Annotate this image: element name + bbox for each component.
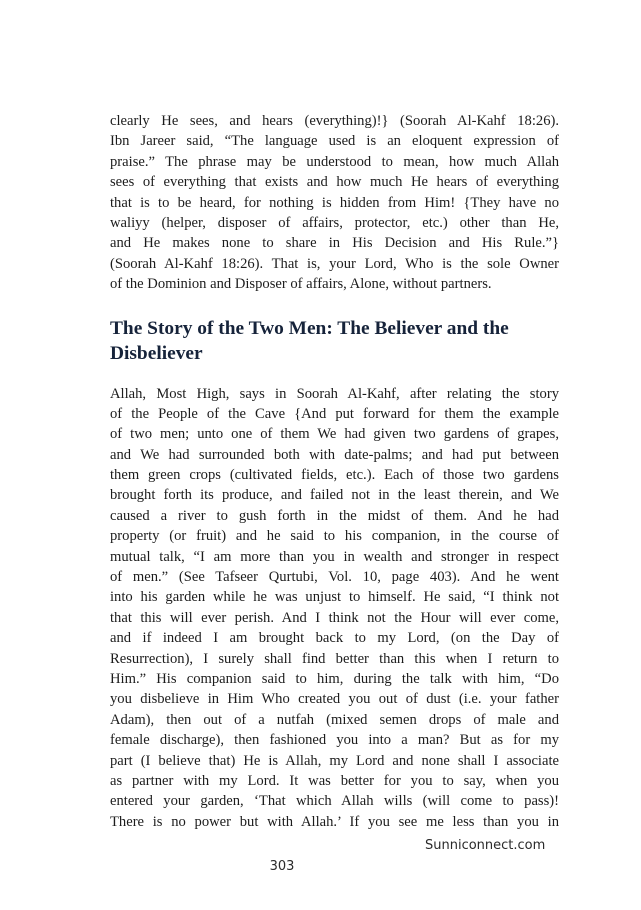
paragraph-2-line: of men.” (See Tafseer Qurtubi, Vol. 10, page 403). And he went [110, 569, 559, 586]
paragraph-2-line: Resurrection), I surely shall find better than this when I return to [110, 650, 559, 667]
paragraph-1-line: and He makes none to share in His Decision and His Rule.”} [110, 235, 559, 252]
heading-line: Disbeliever [110, 342, 203, 364]
footer-site-name: Sunniconnect.com [425, 838, 546, 853]
paragraph-2-line: them green crops (cultivated fields, etc.). Each of those two gardens [110, 467, 559, 484]
paragraph-2-line: and We had surrounded both with date-palms; and had put between [110, 446, 559, 463]
heading-line: The Story of the Two Men: The Believer and the [110, 317, 509, 339]
paragraph-1-line: of the Dominion and Disposer of affairs, Alone, without partners. [110, 276, 492, 293]
paragraph-1-line: (Soorah Al-Kahf 18:26). That is, your Lord, Who is the sole Owner [110, 255, 559, 272]
paragraph-2-line: Him.” His companion said to him, during the talk with him, “Do [110, 670, 559, 687]
paragraph-2-line: you disbelieve in Him Who created you out of dust (i.e. your father [110, 691, 559, 708]
page-number: 303 [269, 859, 295, 874]
paragraph-2-line: brought forth its produce, and failed not in the least therein, and We [110, 487, 559, 504]
paragraph-2-line: female discharge), then fashioned you into a man? But as for my [110, 732, 559, 749]
paragraph-2-line: as partner with my Lord. It was better for you to say, when you [110, 772, 559, 789]
section-heading [110, 316, 559, 366]
paragraph-2-line: entered your garden, ‘That which Allah wills (will come to pass)! [110, 793, 559, 810]
paragraph-1-line: sees of everything that exists and how much He hears of everything [110, 174, 559, 191]
paragraph-1-line: Ibn Jareer said, “The language used is an eloquent expression of [110, 133, 559, 150]
page-content [110, 111, 559, 832]
paragraph-2-line: caused a river to gush forth in the midst of them. And he had [110, 507, 559, 524]
paragraph-2-line: of two men; unto one of them We had given two gardens of grapes, [110, 426, 559, 443]
paragraph-2-line: property (or fruit) and he said to his companion, in the course of [110, 528, 559, 545]
paragraph-2-line: mutual talk, “I am more than you in wealth and stronger in respect [110, 548, 559, 565]
paragraph-2-line: of the People of the Cave {And put forward for them the example [110, 405, 559, 422]
paragraph-2-line: that this will ever perish. And I think not the Hour will ever come, [110, 609, 559, 626]
paragraph-2-line: and if indeed I am brought back to my Lord, (on the Day of [110, 630, 559, 647]
paragraph-2-line: There is no power but with Allah.’ If you see me less than you in [110, 813, 559, 830]
paragraph-2-line: part (I believe that) He is Allah, my Lord and none shall I associate [110, 752, 559, 769]
paragraph-2-line: into his garden while he was unjust to himself. He said, “I think not [110, 589, 559, 606]
paragraph-1-line: waliyy (helper, disposer of affairs, protector, etc.) other than He, [110, 214, 559, 231]
paragraph-2-line: Adam), then out of a nutfah (mixed semen drops of male and [110, 711, 559, 728]
paragraph-1-line: praise.” The phrase may be understood to mean, how much Allah [110, 153, 559, 170]
paragraph-1-line: clearly He sees, and hears (everything)!} (Soorah Al-Kahf 18:26). [110, 113, 559, 129]
paragraph-2-line: Allah, Most High, says in Soorah Al-Kahf, after relating the story [110, 385, 559, 402]
paragraph-1-line: that is to be heard, for nothing is hidden from Him! {They have no [110, 194, 559, 211]
paragraph-intro [110, 111, 559, 295]
paragraph-story [110, 384, 559, 833]
